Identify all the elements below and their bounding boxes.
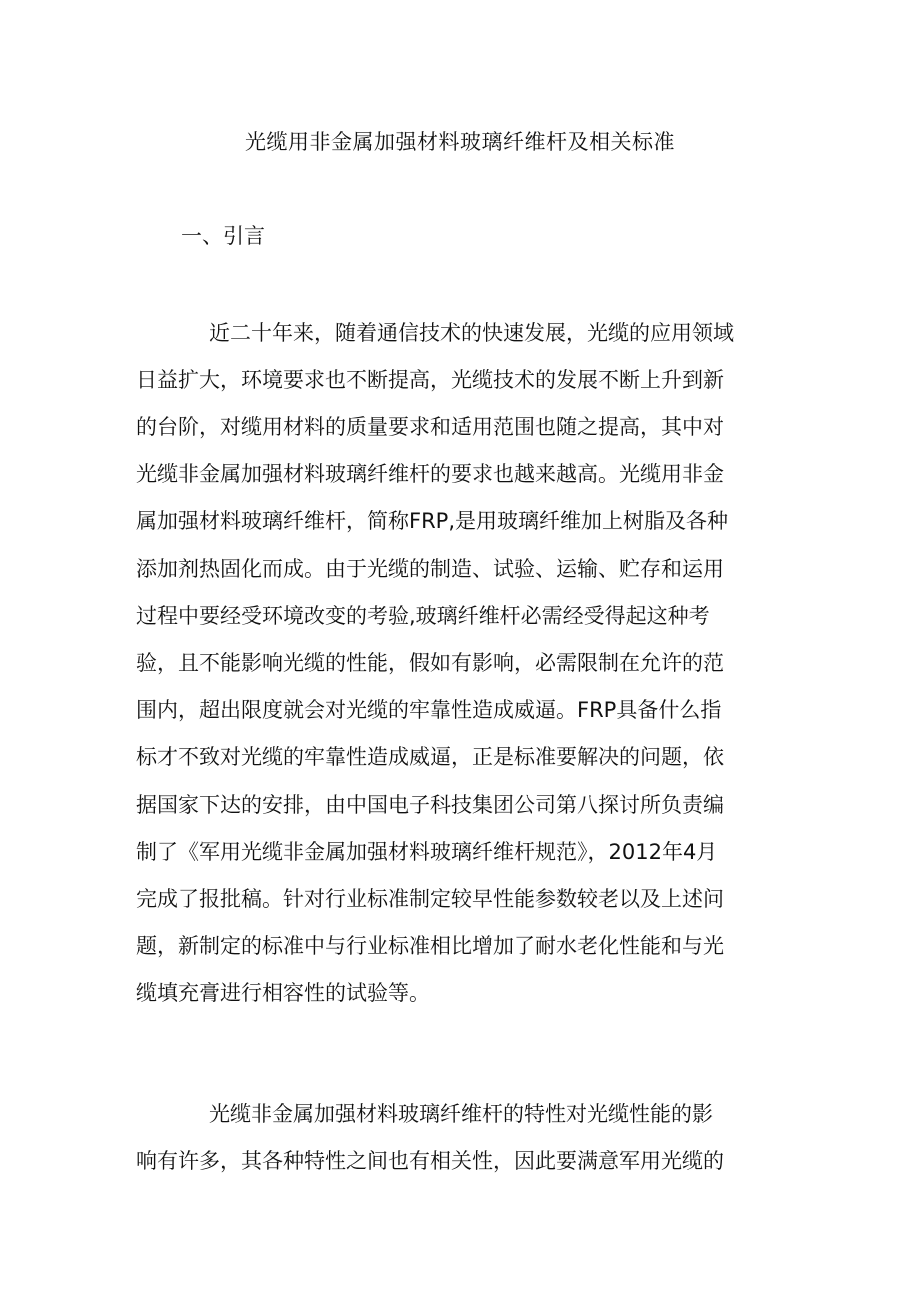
paragraph-line: 完成了报批稿。针对行业标准制定较早性能参数较老以及上述问 — [136, 887, 724, 911]
paragraph-line: 据国家下达的安排，由中国电子科技集团公司第八探讨所负责编 — [136, 793, 724, 817]
paragraph-line: 日益扩大，环境要求也不断提高，光缆技术的发展不断上升到新 — [136, 368, 724, 392]
section-heading-introduction: 一、引言 — [181, 224, 265, 248]
paragraph-line: 验，且不能影响光缆的性能，假如有影响，必需限制在允许的范 — [136, 651, 724, 675]
document-title: 光缆用非金属加强材料玻璃纤维杆及相关标准 — [245, 130, 675, 154]
paragraph-line: 近二十年来，随着通信技术的快速发展，光缆的应用领域 — [209, 321, 734, 345]
paragraph-line: 光缆非金属加强材料玻璃纤维杆的特性对光缆性能的影 — [209, 1102, 713, 1126]
paragraph-line: 的台阶，对缆用材料的质量要求和适用范围也随之提高，其中对 — [136, 415, 724, 439]
paragraph-line: 题，新制定的标准中与行业标准相比增加了耐水老化性能和与光 — [136, 934, 724, 958]
paragraph-line: 属加强材料玻璃纤维杆，简称FRP,是用玻璃纤维加上树脂及各种 — [136, 509, 729, 533]
paragraph-line: 围内，超出限度就会对光缆的牢靠性造成威逼。FRP具备什么指 — [136, 698, 722, 722]
paragraph-line: 标才不致对光缆的牢靠性造成威逼，正是标准要解决的问题，依 — [136, 745, 724, 769]
paragraph-line: 添加剂热固化而成。由于光缆的制造、试验、运输、贮存和运用 — [136, 557, 724, 581]
paragraph-line: 光缆非金属加强材料玻璃纤维杆的要求也越来越高。光缆用非金 — [136, 462, 724, 486]
paragraph-line: 缆填充膏进行相容性的试验等。 — [136, 981, 430, 1005]
paragraph-line: 制了《军用光缆非金属加强材料玻璃纤维杆规范》，2012年4月 — [136, 840, 718, 864]
paragraph-line: 过程中要经受环境改变的考验,玻璃纤维杆必需经受得起这种考 — [136, 604, 710, 628]
paragraph-line: 响有许多，其各种特性之间也有相关性，因此要满意军用光缆的 — [136, 1149, 724, 1173]
